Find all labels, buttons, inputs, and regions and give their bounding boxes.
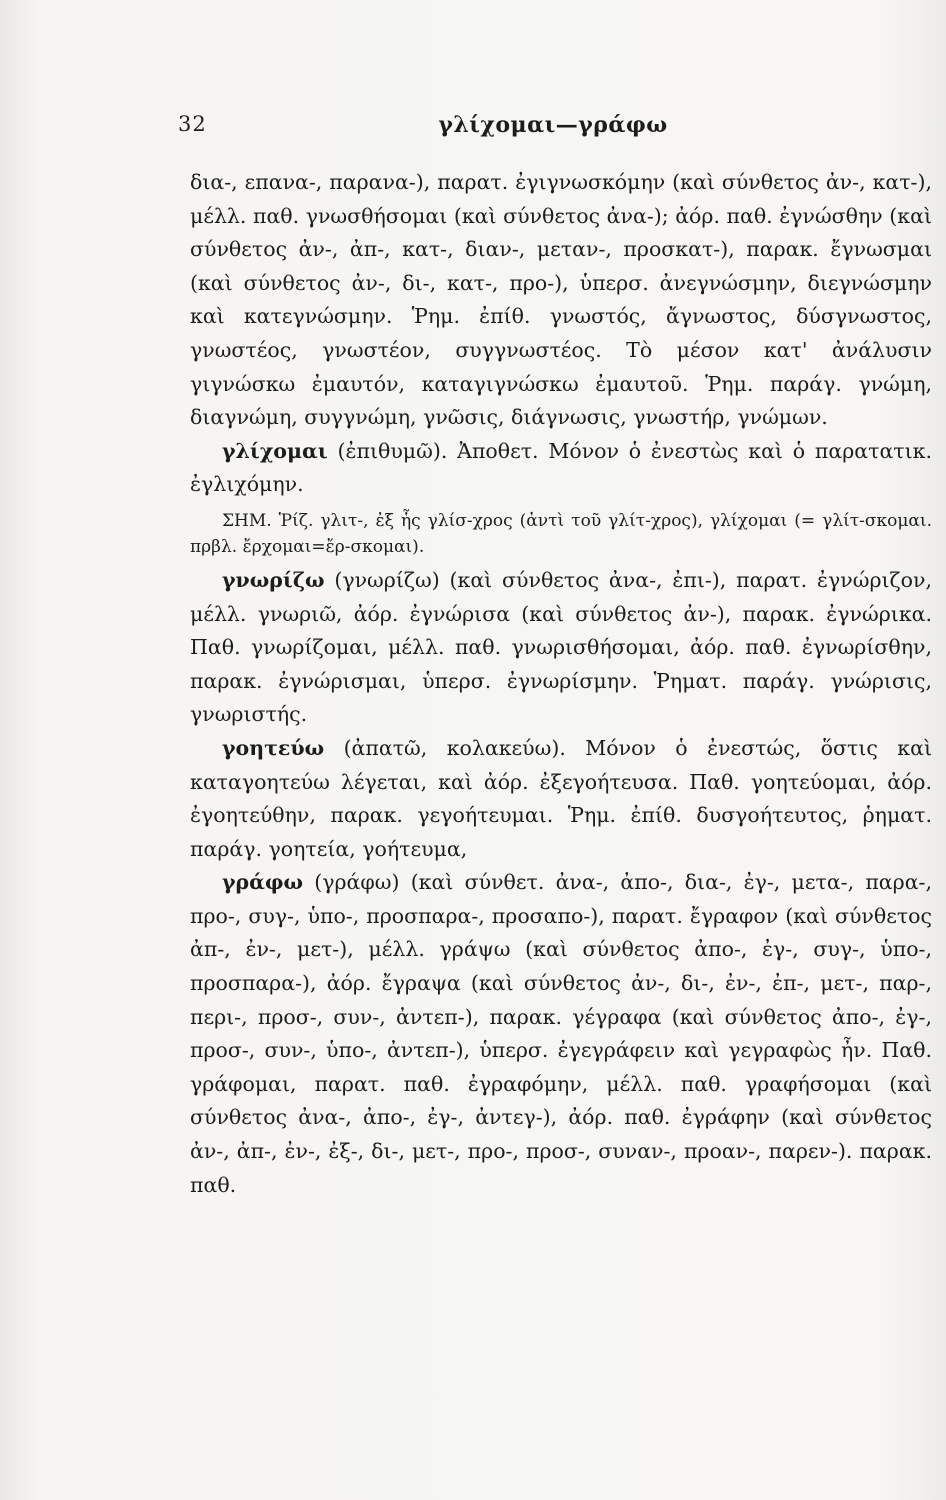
entry-lemma: γράφω bbox=[222, 870, 304, 895]
entry-glichomai bbox=[190, 435, 932, 502]
entry-text: δια-, επανα-, παρανα-), παρατ. ἐγιγνωσκόμην (καὶ σύνθετος ἀν-, κατ-), μέλλ. παθ. γνωσθήσομαι (καὶ σύνθετος ἀνα-); ἀόρ. παθ. ἐγνώσθην (καὶ σύνθετος ἀν-, ἀπ-, κατ-, διαν-, μεταν-, προσκατ-), παρακ. ἔγνωσμαι (καὶ σύνθετος ἀν-, δι-, κατ-, προ-), ὑπερσ. ἀνεγνώσμην, διεγνώσμην καὶ κατεγνώσμην. Ῥημ. ἐπίθ. γνωστός, ἄγνωστος, δύσγνωστος, γνωστέος, γνωστέον, συγγνωστέος. Τὸ μέσον κατ' ἀνάλυσιν γιγνώσκω ἐμαυτόν, καταγιγνώσκω ἐμαυτοῦ. Ῥημ. παράγ. γνώμη, διαγνώμη, συγγνώμη, γνῶσις, διάγνωσις, γνωστήρ, γνώμων. bbox=[190, 170, 932, 430]
entry-text: (ἀπατῶ, κολακεύω). Μόνον ὁ ἐνεστώς, ὅστις καὶ καταγοητεύω λέγεται, καὶ ἀόρ. ἐξεγοήτευσα. Παθ. γοητεύομαι, ἀόρ. ἐγοητεύθην, παρακ. γεγοήτευμαι. Ῥημ. ἐπίθ. δυσγοήτευτος, ῥηματ. παράγ. γοητεία, γοήτευμα, bbox=[190, 735, 932, 861]
note-text: ΣΗΜ. Ῥίζ. γλιτ-, ἐξ ἧς γλίσ-χρος (ἀντὶ τοῦ γλίτ-χρος), γλίχομαι (= γλίτ-σκομαι. πρβλ. ἔρχομαι=ἔρ-σκομαι). bbox=[190, 510, 932, 557]
etymology-note bbox=[190, 508, 932, 560]
entry-text: (γνωρίζω) (καὶ σύνθετος ἀνα-, ἐπι-), παρατ. ἐγνώριζον, μέλλ. γνωριῶ, ἀόρ. ἐγνώρισα (καὶ σύνθετος ἀν-), παρακ. ἐγνώρικα. Παθ. γνωρίζομαι, μέλλ. παθ. γνωρισθήσομαι, ἀόρ. παθ. ἐγνωρίσθην, παρακ. ἐγνώρισμαι, ὑπερσ. ἐγνωρίσμην. Ῥηματ. παράγ. γνώρισις, γνωριστής. bbox=[190, 567, 932, 727]
page-header bbox=[178, 112, 928, 152]
entry-lemma: γοητεύω bbox=[222, 735, 325, 760]
entry-lemma: γλίχομαι bbox=[222, 438, 328, 463]
page-number: 32 bbox=[178, 112, 207, 136]
entry-text: (ἐπιθυμῶ). Ἀποθετ. Μόνον ὁ ἐνεστὼς καὶ ὁ παρατατικ. ἐγλιχόμην. bbox=[190, 438, 932, 497]
running-title: γλίχομαι—γράφω bbox=[438, 112, 668, 138]
entry-goiteuo bbox=[190, 732, 932, 866]
entry-grapho bbox=[190, 866, 932, 1202]
entry-continuation bbox=[190, 166, 932, 435]
dictionary-text bbox=[190, 166, 932, 1202]
entry-gnorizo bbox=[190, 564, 932, 732]
entry-lemma: γνωρίζω bbox=[222, 567, 325, 592]
entry-text: (γράφω) (καὶ σύνθετ. ἀνα-, ἀπο-, δια-, ἐγ-, μετα-, παρα-, προ-, συγ-, ὑπο-, προσπαρα-, προσαπο-), παρατ. ἔγραφον (καὶ σύνθετος ἀπ-, ἐν-, μετ-), μέλλ. γράψω (καὶ σύνθετος ἀπο-, ἐγ-, συγ-, ὑπο-, προσπαρα-), ἀόρ. ἔγραψα (καὶ σύνθετος ἀν-, δι-, ἐν-, ἐπ-, μετ-, παρ-, περι-, προσ-, συν-, ἀντεπ-), παρακ. γέγραφα (καὶ σύνθετος ἀπο-, ἐγ-, προσ-, συν-, ὑπο-, ἀντεπ-), ὑπερσ. ἐγεγράφειν καὶ γεγραφὼς ἦν. Παθ. γράφομαι, παρατ. παθ. ἐγραφόμην, μέλλ. παθ. γραφήσομαι (καὶ σύνθετος ἀνα-, ἀπο-, ἐγ-, ἀντεγ-), ἀόρ. παθ. ἐγράφην (καὶ σύνθετος ἀν-, ἀπ-, ἐν-, ἐξ-, δι-, μετ-, προ-, προσ-, συναν-, προαν-, παρεν-). παρακ. παθ. bbox=[190, 870, 932, 1197]
